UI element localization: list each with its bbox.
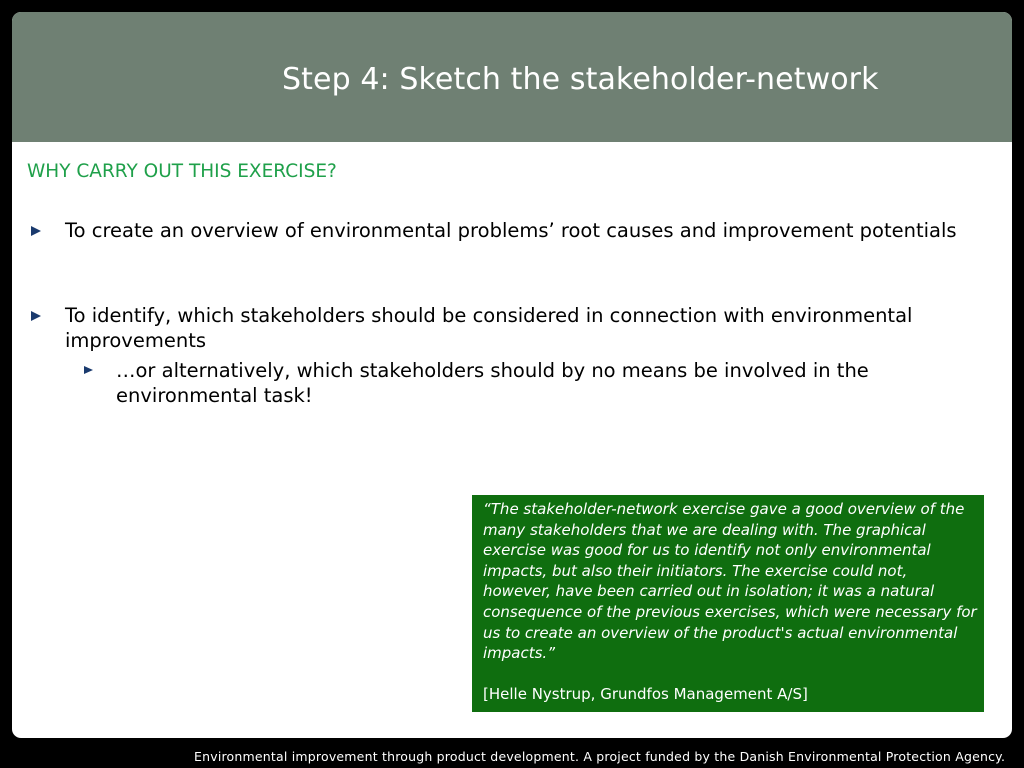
footer-text: Environmental improvement through product development. A project funded by the Danish Environmental Protection Agency. bbox=[194, 749, 1006, 764]
section-heading: WHY CARRY OUT THIS EXERCISE? bbox=[27, 161, 337, 182]
bullet-arrow-icon bbox=[31, 311, 41, 321]
quote-box bbox=[472, 495, 984, 712]
bullet-text: To identify, which stakeholders should be considered in connection with environmental improvements bbox=[65, 304, 913, 352]
sub-bullet-arrow-icon bbox=[84, 366, 93, 374]
quote-attribution: [Helle Nystrup, Grundfos Management A/S] bbox=[483, 685, 808, 703]
title-bar bbox=[12, 12, 1012, 142]
bullet-item bbox=[65, 219, 965, 244]
slide-title: Step 4: Sketch the stakeholder-network bbox=[282, 62, 879, 97]
quote-text: “The stakeholder-network exercise gave a good overview of the many stakeholders that we are dealing with. The graphical exercise was good for us to identify not only environmental impacts, but also their initiators. The exercise could not, however, have been carried out in isolation; it was a natural consequence of the previous exercises, which were necessary for us to create an overview of the product's actual environmental impacts.” bbox=[483, 500, 977, 663]
bullet-arrow-icon bbox=[31, 226, 41, 236]
slide bbox=[12, 12, 1012, 738]
bullet-item bbox=[65, 304, 985, 353]
sub-bullet-text: …or alternatively, which stakeholders should by no means be involved in the environmental task! bbox=[116, 359, 869, 407]
bullet-text: To create an overview of environmental problems’ root causes and improvement potentials bbox=[65, 219, 957, 242]
sub-bullet-item bbox=[116, 359, 976, 408]
